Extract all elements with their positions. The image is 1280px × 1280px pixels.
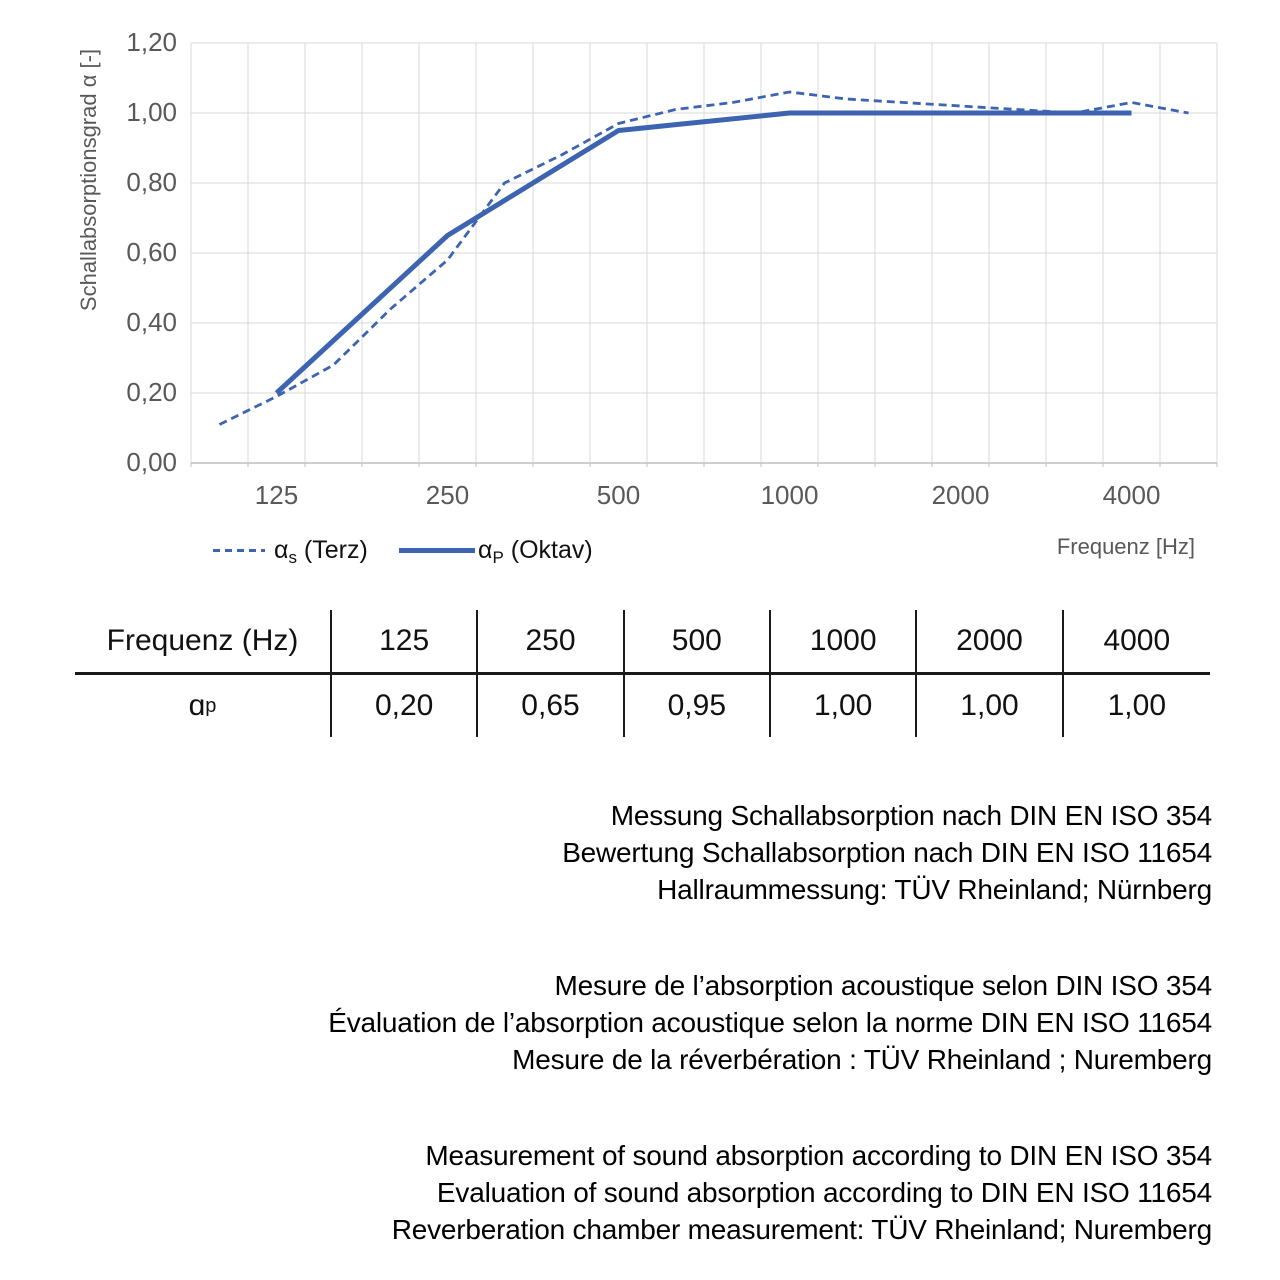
x-tick-label: 1000 xyxy=(760,480,819,510)
table-header-freq: 2000 xyxy=(917,610,1063,675)
legend-terz-symbol: α xyxy=(274,535,289,564)
table-value: 1,00 xyxy=(771,675,917,737)
legend-terz-rest: (Terz) xyxy=(296,535,368,564)
note-line: Reverberation chamber measurement: TÜV Rheinland; Nuremberg xyxy=(391,1214,1212,1245)
table-header-freq: 500 xyxy=(625,610,771,675)
notes-english xyxy=(70,1137,1212,1248)
y-tick-label: 0,60 xyxy=(126,237,177,267)
note-line: Bewertung Schallabsorption nach DIN EN ISO 11654 xyxy=(562,837,1212,868)
absorption-chart xyxy=(0,0,1280,600)
table-value: 0,65 xyxy=(478,675,624,737)
table-header-freq: 4000 xyxy=(1064,610,1210,675)
note-line: Messung Schallabsorption nach DIN EN ISO 354 xyxy=(610,800,1212,831)
note-line: Mesure de l’absorption acoustique selon DIN ISO 354 xyxy=(554,970,1212,1001)
x-tick-label: 500 xyxy=(596,480,641,510)
table-value: 0,20 xyxy=(332,675,478,737)
table-row-symbol: ɑ p xyxy=(75,675,332,737)
legend-oktav-rest: (Oktav) xyxy=(503,535,593,564)
y-tick-label: 1,00 xyxy=(126,97,177,127)
legend-oktav-symbol: α xyxy=(478,535,493,564)
note-line: Measurement of sound absorption according to DIN EN ISO 354 xyxy=(425,1140,1212,1171)
table-header-freq: 1000 xyxy=(771,610,917,675)
x-tick-label: 4000 xyxy=(1102,480,1161,510)
legend-terz-subscript: s xyxy=(288,547,297,567)
note-line: Hallraummessung: TÜV Rheinland; Nürnberg xyxy=(657,874,1212,905)
note-line: Mesure de la réverbération : TÜV Rheinland ; Nuremberg xyxy=(512,1044,1212,1075)
y-tick-label: 0,20 xyxy=(126,377,177,407)
table-value: 1,00 xyxy=(1107,689,1167,722)
y-tick-label: 1,20 xyxy=(126,27,177,57)
y-tick-label: 0,80 xyxy=(126,167,177,197)
x-axis-unit-label: Frequenz [Hz] xyxy=(1056,534,1195,559)
x-tick-label: 250 xyxy=(425,480,470,510)
alpha-symbol: ɑ xyxy=(188,689,206,722)
absorption-table xyxy=(75,610,1210,737)
notes-french xyxy=(70,967,1212,1078)
note-line: Évaluation de l’absorption acoustique selon la norme DIN EN ISO 11654 xyxy=(328,1007,1212,1038)
legend-oktav-subscript: P xyxy=(492,547,504,567)
x-tick-label: 125 xyxy=(254,480,299,510)
table-header-freq: 125 xyxy=(332,610,478,675)
table-value: 0,95 xyxy=(625,675,771,737)
y-tick-label: 0,40 xyxy=(126,307,177,337)
note-line: Evaluation of sound absorption according to DIN EN ISO 11654 xyxy=(436,1177,1212,1208)
table-value: 1,00 xyxy=(917,675,1063,737)
y-tick-label: 0,00 xyxy=(126,447,177,477)
y-axis-title: Schallabsorptionsgrad α [-] xyxy=(76,48,101,312)
table-header-freq: 250 xyxy=(478,610,624,675)
table-header-label: Frequenz (Hz) xyxy=(75,610,332,675)
notes-german xyxy=(70,797,1212,908)
x-tick-label: 2000 xyxy=(931,480,990,510)
